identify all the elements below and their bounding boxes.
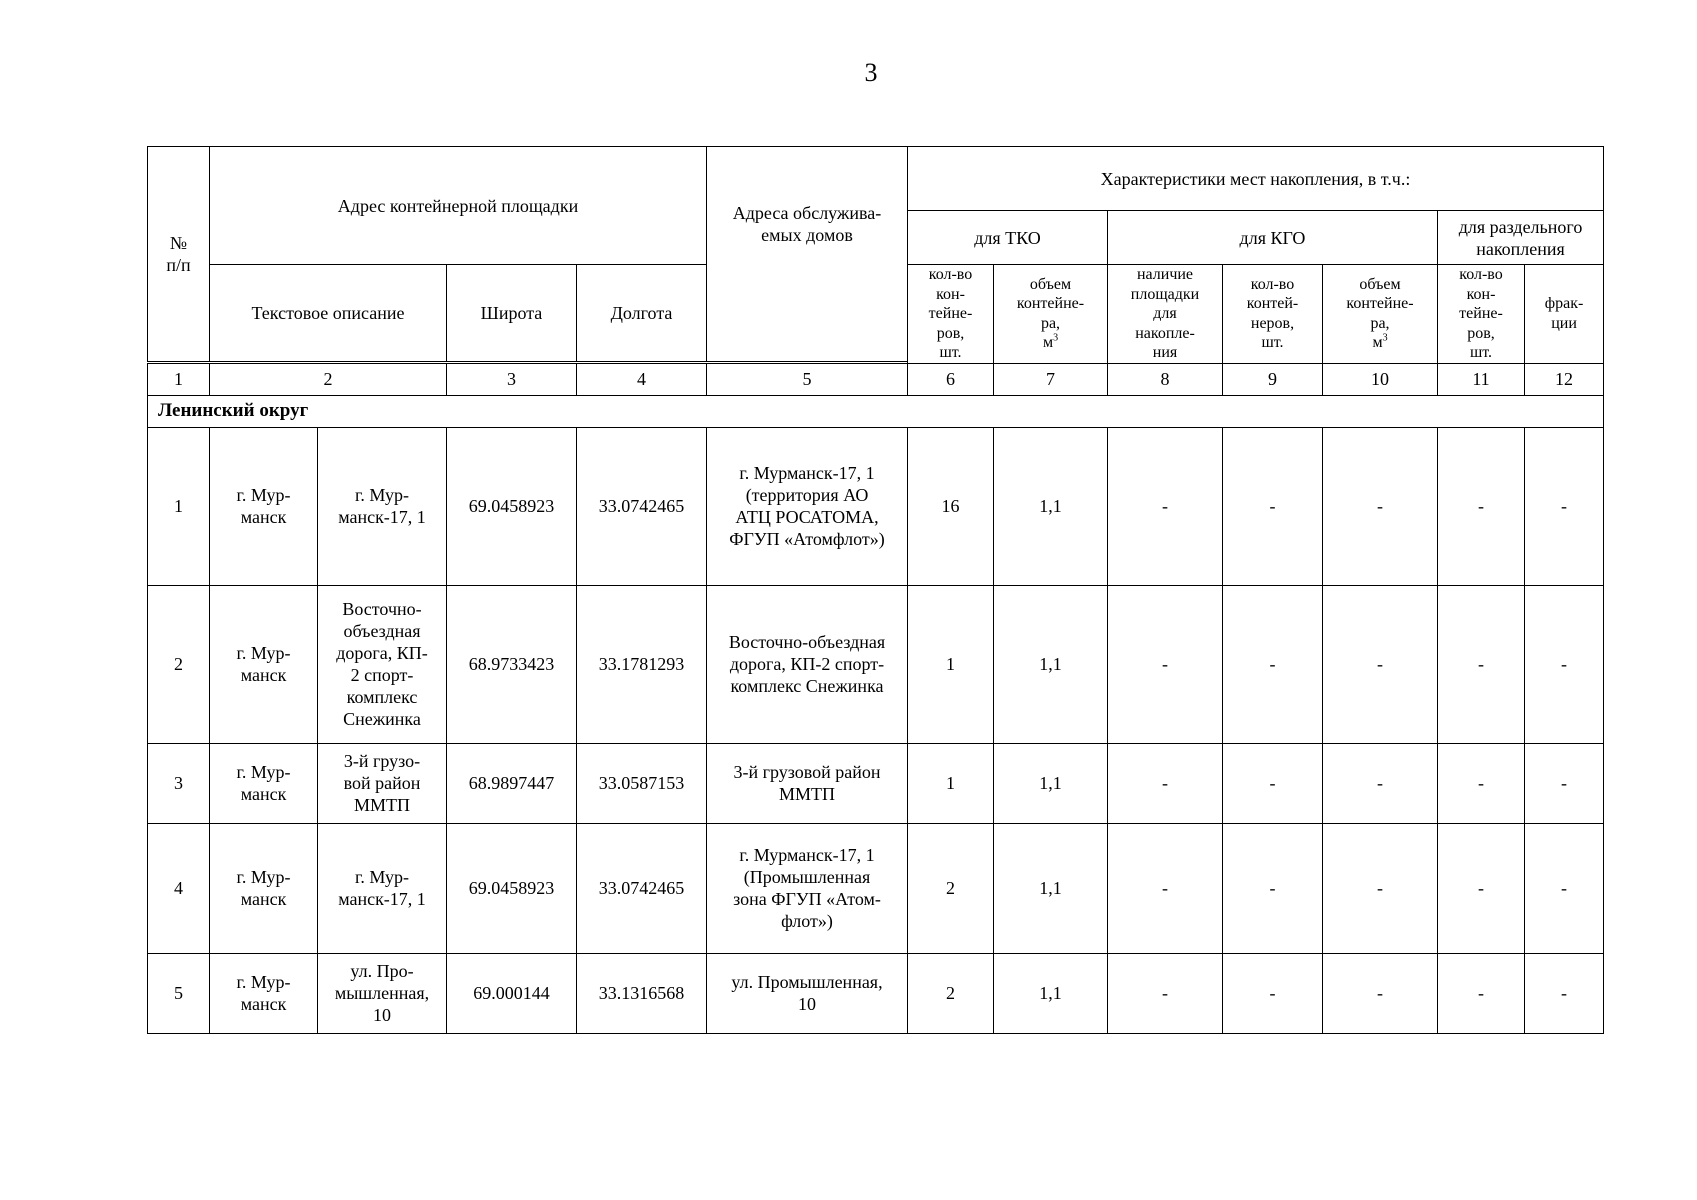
row-tko-count: 1 — [908, 743, 994, 823]
row-kgo-site: - — [1108, 823, 1223, 953]
row-houses: ул. Промышленная, 10 — [707, 953, 908, 1033]
row-kgo-site: - — [1108, 427, 1223, 585]
row-number: 2 — [148, 585, 210, 743]
cube-superscript: 3 — [1053, 332, 1059, 344]
row-tko-volume: 1,1 — [994, 427, 1108, 585]
row-sep-count: - — [1438, 585, 1525, 743]
header-sep-count: кол-во кон- тейне- ров, шт. — [1438, 265, 1525, 364]
column-number: 10 — [1323, 363, 1438, 395]
header-kgo-count: кол-во контей- неров, шт. — [1223, 265, 1323, 364]
header-sep-fractions: фрак- ции — [1525, 265, 1604, 364]
container-sites-table — [147, 146, 1604, 1034]
row-kgo-volume: - — [1323, 823, 1438, 953]
column-number: 11 — [1438, 363, 1525, 395]
row-kgo-volume: - — [1323, 953, 1438, 1033]
row-longitude: 33.0587153 — [577, 743, 707, 823]
row-kgo-volume: - — [1323, 427, 1438, 585]
header-number: № п/п — [148, 147, 210, 362]
header-tko-volume — [994, 265, 1108, 364]
row-kgo-count: - — [1223, 427, 1323, 585]
row-latitude: 68.9897447 — [447, 743, 577, 823]
header-text-description: Текстовое описание — [210, 265, 447, 362]
row-sep-fractions: - — [1525, 427, 1604, 585]
row-kgo-count: - — [1223, 823, 1323, 953]
row-number: 5 — [148, 953, 210, 1033]
row-tko-count: 2 — [908, 823, 994, 953]
header-separate: для раздельного накопления — [1438, 211, 1604, 265]
row-kgo-site: - — [1108, 743, 1223, 823]
row-sep-count: - — [1438, 823, 1525, 953]
column-number: 3 — [447, 363, 577, 395]
header-served-houses: Адреса обслужива- емых домов — [707, 147, 908, 362]
row-longitude: 33.0742465 — [577, 427, 707, 585]
row-kgo-count: - — [1223, 953, 1323, 1033]
header-latitude: Широта — [447, 265, 577, 362]
row-place: 3-й грузо- вой район ММТП — [318, 743, 447, 823]
column-number: 2 — [210, 363, 447, 395]
table-row — [148, 427, 1604, 585]
header-characteristics: Характеристики мест накопления, в т.ч.: — [908, 147, 1604, 211]
cube-superscript: 3 — [1382, 332, 1388, 344]
row-latitude: 69.000144 — [447, 953, 577, 1033]
row-city: г. Мур- манск — [210, 585, 318, 743]
row-tko-volume: 1,1 — [994, 743, 1108, 823]
column-number: 4 — [577, 363, 707, 395]
row-longitude: 33.1781293 — [577, 585, 707, 743]
row-sep-count: - — [1438, 953, 1525, 1033]
row-kgo-volume: - — [1323, 585, 1438, 743]
row-place: ул. Про- мышленная, 10 — [318, 953, 447, 1033]
district-heading: Ленинский округ — [148, 395, 1604, 427]
row-houses: Восточно-объездная дорога, КП-2 спорт- комплекс Снежинка — [707, 585, 908, 743]
row-city: г. Мур- манск — [210, 427, 318, 585]
row-sep-fractions: - — [1525, 953, 1604, 1033]
row-number: 3 — [148, 743, 210, 823]
row-place: Восточно- объездная дорога, КП- 2 спорт- комплекс Снежинка — [318, 585, 447, 743]
column-number: 1 — [148, 363, 210, 395]
table-row — [148, 585, 1604, 743]
row-place: г. Мур- манск-17, 1 — [318, 823, 447, 953]
column-number: 9 — [1223, 363, 1323, 395]
row-tko-volume: 1,1 — [994, 953, 1108, 1033]
table-row — [148, 823, 1604, 953]
header-longitude: Долгота — [577, 265, 707, 362]
table-row — [148, 953, 1604, 1033]
row-latitude: 68.9733423 — [447, 585, 577, 743]
row-place: г. Мур- манск-17, 1 — [318, 427, 447, 585]
row-longitude: 33.0742465 — [577, 823, 707, 953]
row-kgo-site: - — [1108, 953, 1223, 1033]
row-kgo-volume: - — [1323, 743, 1438, 823]
row-city: г. Мур- манск — [210, 823, 318, 953]
row-sep-fractions: - — [1525, 823, 1604, 953]
row-sep-count: - — [1438, 427, 1525, 585]
row-latitude: 69.0458923 — [447, 427, 577, 585]
row-sep-fractions: - — [1525, 743, 1604, 823]
row-number: 4 — [148, 823, 210, 953]
row-number: 1 — [148, 427, 210, 585]
row-houses: г. Мурманск-17, 1 (Промышленная зона ФГУП «Атом- флот») — [707, 823, 908, 953]
page-number: 3 — [864, 58, 878, 87]
column-number: 5 — [707, 363, 908, 395]
column-number: 8 — [1108, 363, 1223, 395]
row-kgo-count: - — [1223, 585, 1323, 743]
row-houses: г. Мурманск-17, 1 (территория АО АТЦ РОСАТОМА, ФГУП «Атомфлот») — [707, 427, 908, 585]
header-kgo-volume-text: объем контейне- ра, м — [1346, 275, 1414, 352]
column-numbers-row — [148, 363, 1604, 395]
header-kgo-site: наличие площадки для накопле- ния — [1108, 265, 1223, 364]
row-city: г. Мур- манск — [210, 743, 318, 823]
row-tko-count: 1 — [908, 585, 994, 743]
row-houses: 3-й грузовой район ММТП — [707, 743, 908, 823]
row-tko-count: 2 — [908, 953, 994, 1033]
row-kgo-site: - — [1108, 585, 1223, 743]
column-number: 7 — [994, 363, 1108, 395]
header-kgo: для КГО — [1108, 211, 1438, 265]
row-sep-count: - — [1438, 743, 1525, 823]
column-number: 12 — [1525, 363, 1604, 395]
row-latitude: 69.0458923 — [447, 823, 577, 953]
column-number: 6 — [908, 363, 994, 395]
row-tko-volume: 1,1 — [994, 823, 1108, 953]
row-sep-fractions: - — [1525, 585, 1604, 743]
row-tko-count: 16 — [908, 427, 994, 585]
header-tko-volume-text: объем контейне- ра, м — [1016, 275, 1085, 352]
header-tko: для ТКО — [908, 211, 1108, 265]
row-kgo-count: - — [1223, 743, 1323, 823]
row-tko-volume: 1,1 — [994, 585, 1108, 743]
header-kgo-volume — [1323, 265, 1438, 364]
header-address-group: Адрес контейнерной площадки — [210, 147, 707, 265]
row-longitude: 33.1316568 — [577, 953, 707, 1033]
header-tko-count: кол-во кон- тейне- ров, шт. — [908, 265, 994, 364]
row-city: г. Мур- манск — [210, 953, 318, 1033]
table-row — [148, 743, 1604, 823]
